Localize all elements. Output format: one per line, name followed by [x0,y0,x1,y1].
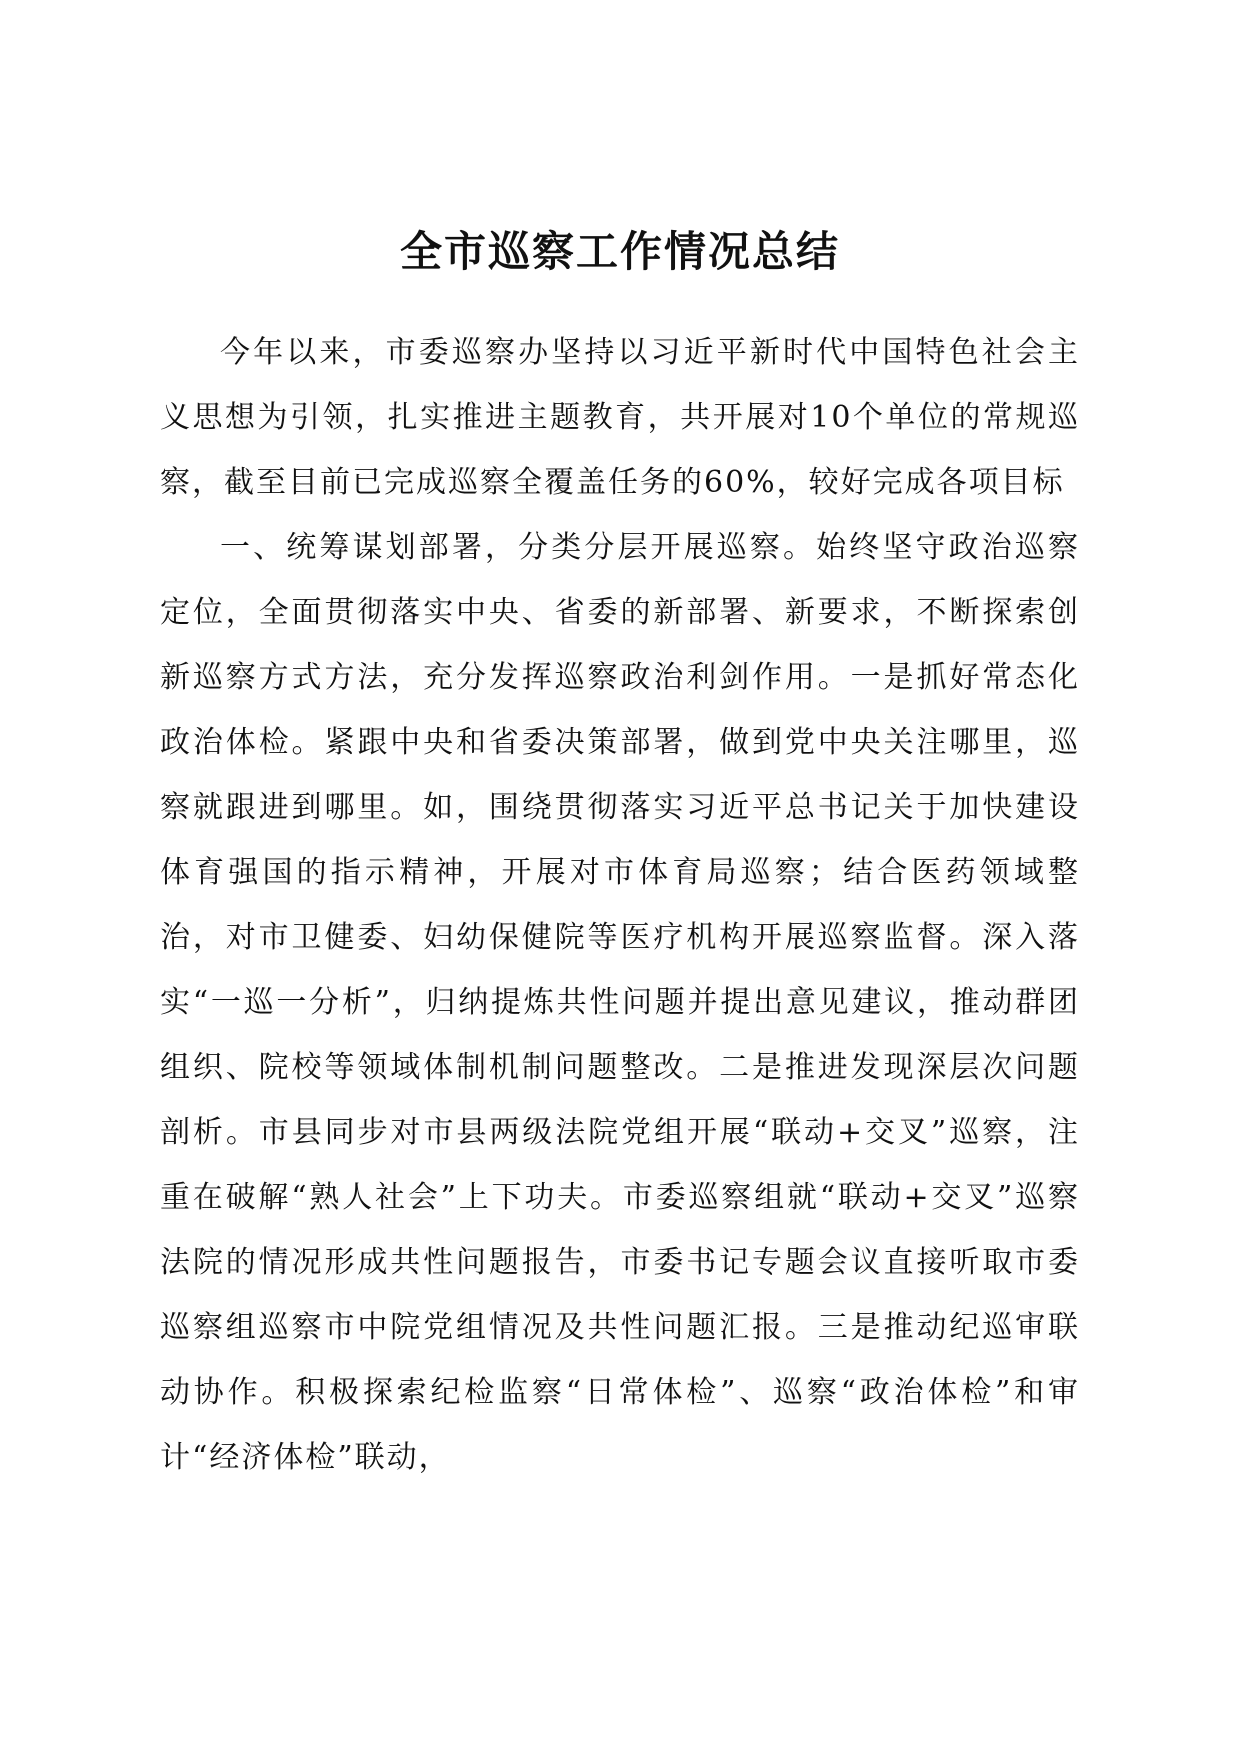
paragraph-section-one: 一、统筹谋划部署，分类分层开展巡察。始终坚守政治巡察定位，全面贯彻落实中央、省委的新部署、新要求，不断探索创新巡察方式方法，充分发挥巡察政治利剑作用。一是抓好常态化政治体检。紧跟中央和省委决策部署，做到党中央关注哪里，巡察就跟进到哪里。如，围绕贯彻落实习近平总书记关于加快建设体育强国的指示精神，开展对市体育局巡察；结合医药领域整治，对市卫健委、妇幼保健院等医疗机构开展巡察监督。深入落实“一巡一分析”，归纳提炼共性问题并提出意见建议，推动群团组织、院校等领域体制机制问题整改。二是推进发现深层次问题剖析。市县同步对市县两级法院党组开展“联动+交叉”巡察，注重在破解“熟人社会”上下功夫。市委巡察组就“联动+交叉”巡察法院的情况形成共性问题报告，市委书记专题会议直接听取市委巡察组巡察市中院党组情况及共性问题汇报。三是推动纪巡审联动协作。积极探索纪检监察“日常体检”、巡察“政治体检”和审计“经济体检”联动， [160,530,1080,1475]
page-title: 全市巡察工作情况总结 [399,227,840,276]
paragraph-intro: 今年以来，市委巡察办坚持以习近平新时代中国特色社会主义思想为引领，扎实推进主题教育，共开展对10个单位的常规巡察，截至目前已完成巡察全覆盖任务的60%，较好完成各项目标 [160,335,1080,500]
document-body [160,320,1080,1490]
